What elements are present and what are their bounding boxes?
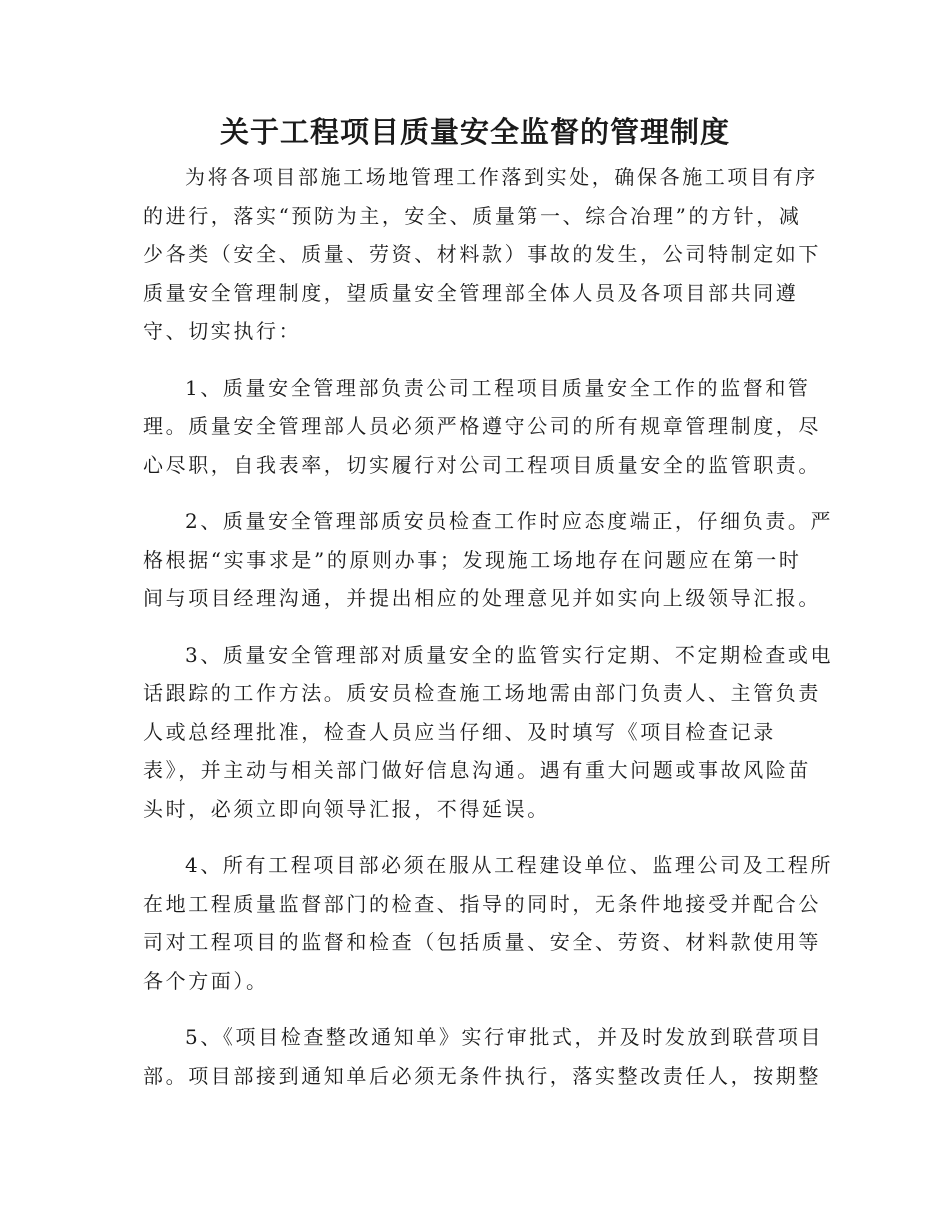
text-line: 4、所有工程项目部必须在服从工程建设单位、监理公司及工程所 [185, 853, 834, 877]
paragraph-intro [143, 158, 821, 351]
text-line: 话跟踪的工作方法。质安员检查施工场地需由部门负责人、主管负责 [143, 681, 821, 705]
document-title: 关于工程项目质量安全监督的管理制度 [219, 115, 730, 149]
text-line: 在地工程质量监督部门的检查、指导的同时，无条件地接受并配合公 [143, 891, 821, 916]
text-line: 5、《项目检查整改通知单》实行审批式，并及时发放到联营项目 [185, 1025, 824, 1049]
text-line: 少各类（安全、质量、劳资、材料款）事故的发生，公司特制定如下 [143, 242, 821, 266]
text-line: 头时，必须立即向领导汇报，不得延误。 [143, 796, 550, 821]
text-line: 的进行，落实“预防为主，安全、质量第一、综合冶理”的方针，减 [143, 203, 802, 228]
text-line: 3、质量安全管理部对质量安全的监管实行定期、不定期检查或电 [185, 642, 834, 667]
text-line: 表》，并主动与相关部门做好信息沟通。遇有重大问题或事故风险苗 [143, 758, 811, 782]
paragraph-item-5 [143, 1018, 824, 1095]
text-line: 格根据“实事求是”的原则办事；发现施工场地存在问题应在第一时 [143, 547, 802, 572]
text-line: 1、质量安全管理部负责公司工程项目质量安全工作的监督和管 [185, 375, 811, 400]
text-line: 人或总经理批准，检查人员应当仔细、及时填写《项目检查记录 [143, 719, 776, 744]
paragraph-item-4 [143, 846, 834, 1000]
text-line: 2、质量安全管理部质安员检查工作时应态度端正，仔细负责。严 [185, 509, 834, 533]
text-line: 为将各项目部施工场地管理工作落到实处，确保各施工项目有序 [185, 165, 818, 189]
text-line: 心尽职，自我表率，切实履行对公司工程项目质量安全的监管职责。 [143, 452, 821, 477]
text-line: 质量安全管理制度，望质量安全管理部全体人员及各项目部共同遵 [143, 280, 799, 305]
paragraph-item-3 [143, 636, 834, 829]
text-line: 理。质量安全管理部人员必须严格遵守公司的所有规章管理制度，尽 [143, 414, 821, 438]
text-line: 守、切实执行： [143, 319, 302, 343]
paragraph-item-1 [143, 369, 821, 485]
text-line: 司对工程项目的监督和检查（包括质量、安全、劳资、材料款使用等 [143, 930, 821, 954]
text-line: 部。项目部接到通知单后必须无条件执行，落实整改责任人，按期整 [143, 1063, 821, 1088]
document-body [143, 158, 834, 1113]
text-line: 各个方面）。 [143, 968, 269, 993]
paragraph-item-2 [143, 502, 834, 618]
text-line: 间与项目经理沟通，并提出相应的处理意见并如实向上级领导汇报。 [143, 586, 821, 610]
